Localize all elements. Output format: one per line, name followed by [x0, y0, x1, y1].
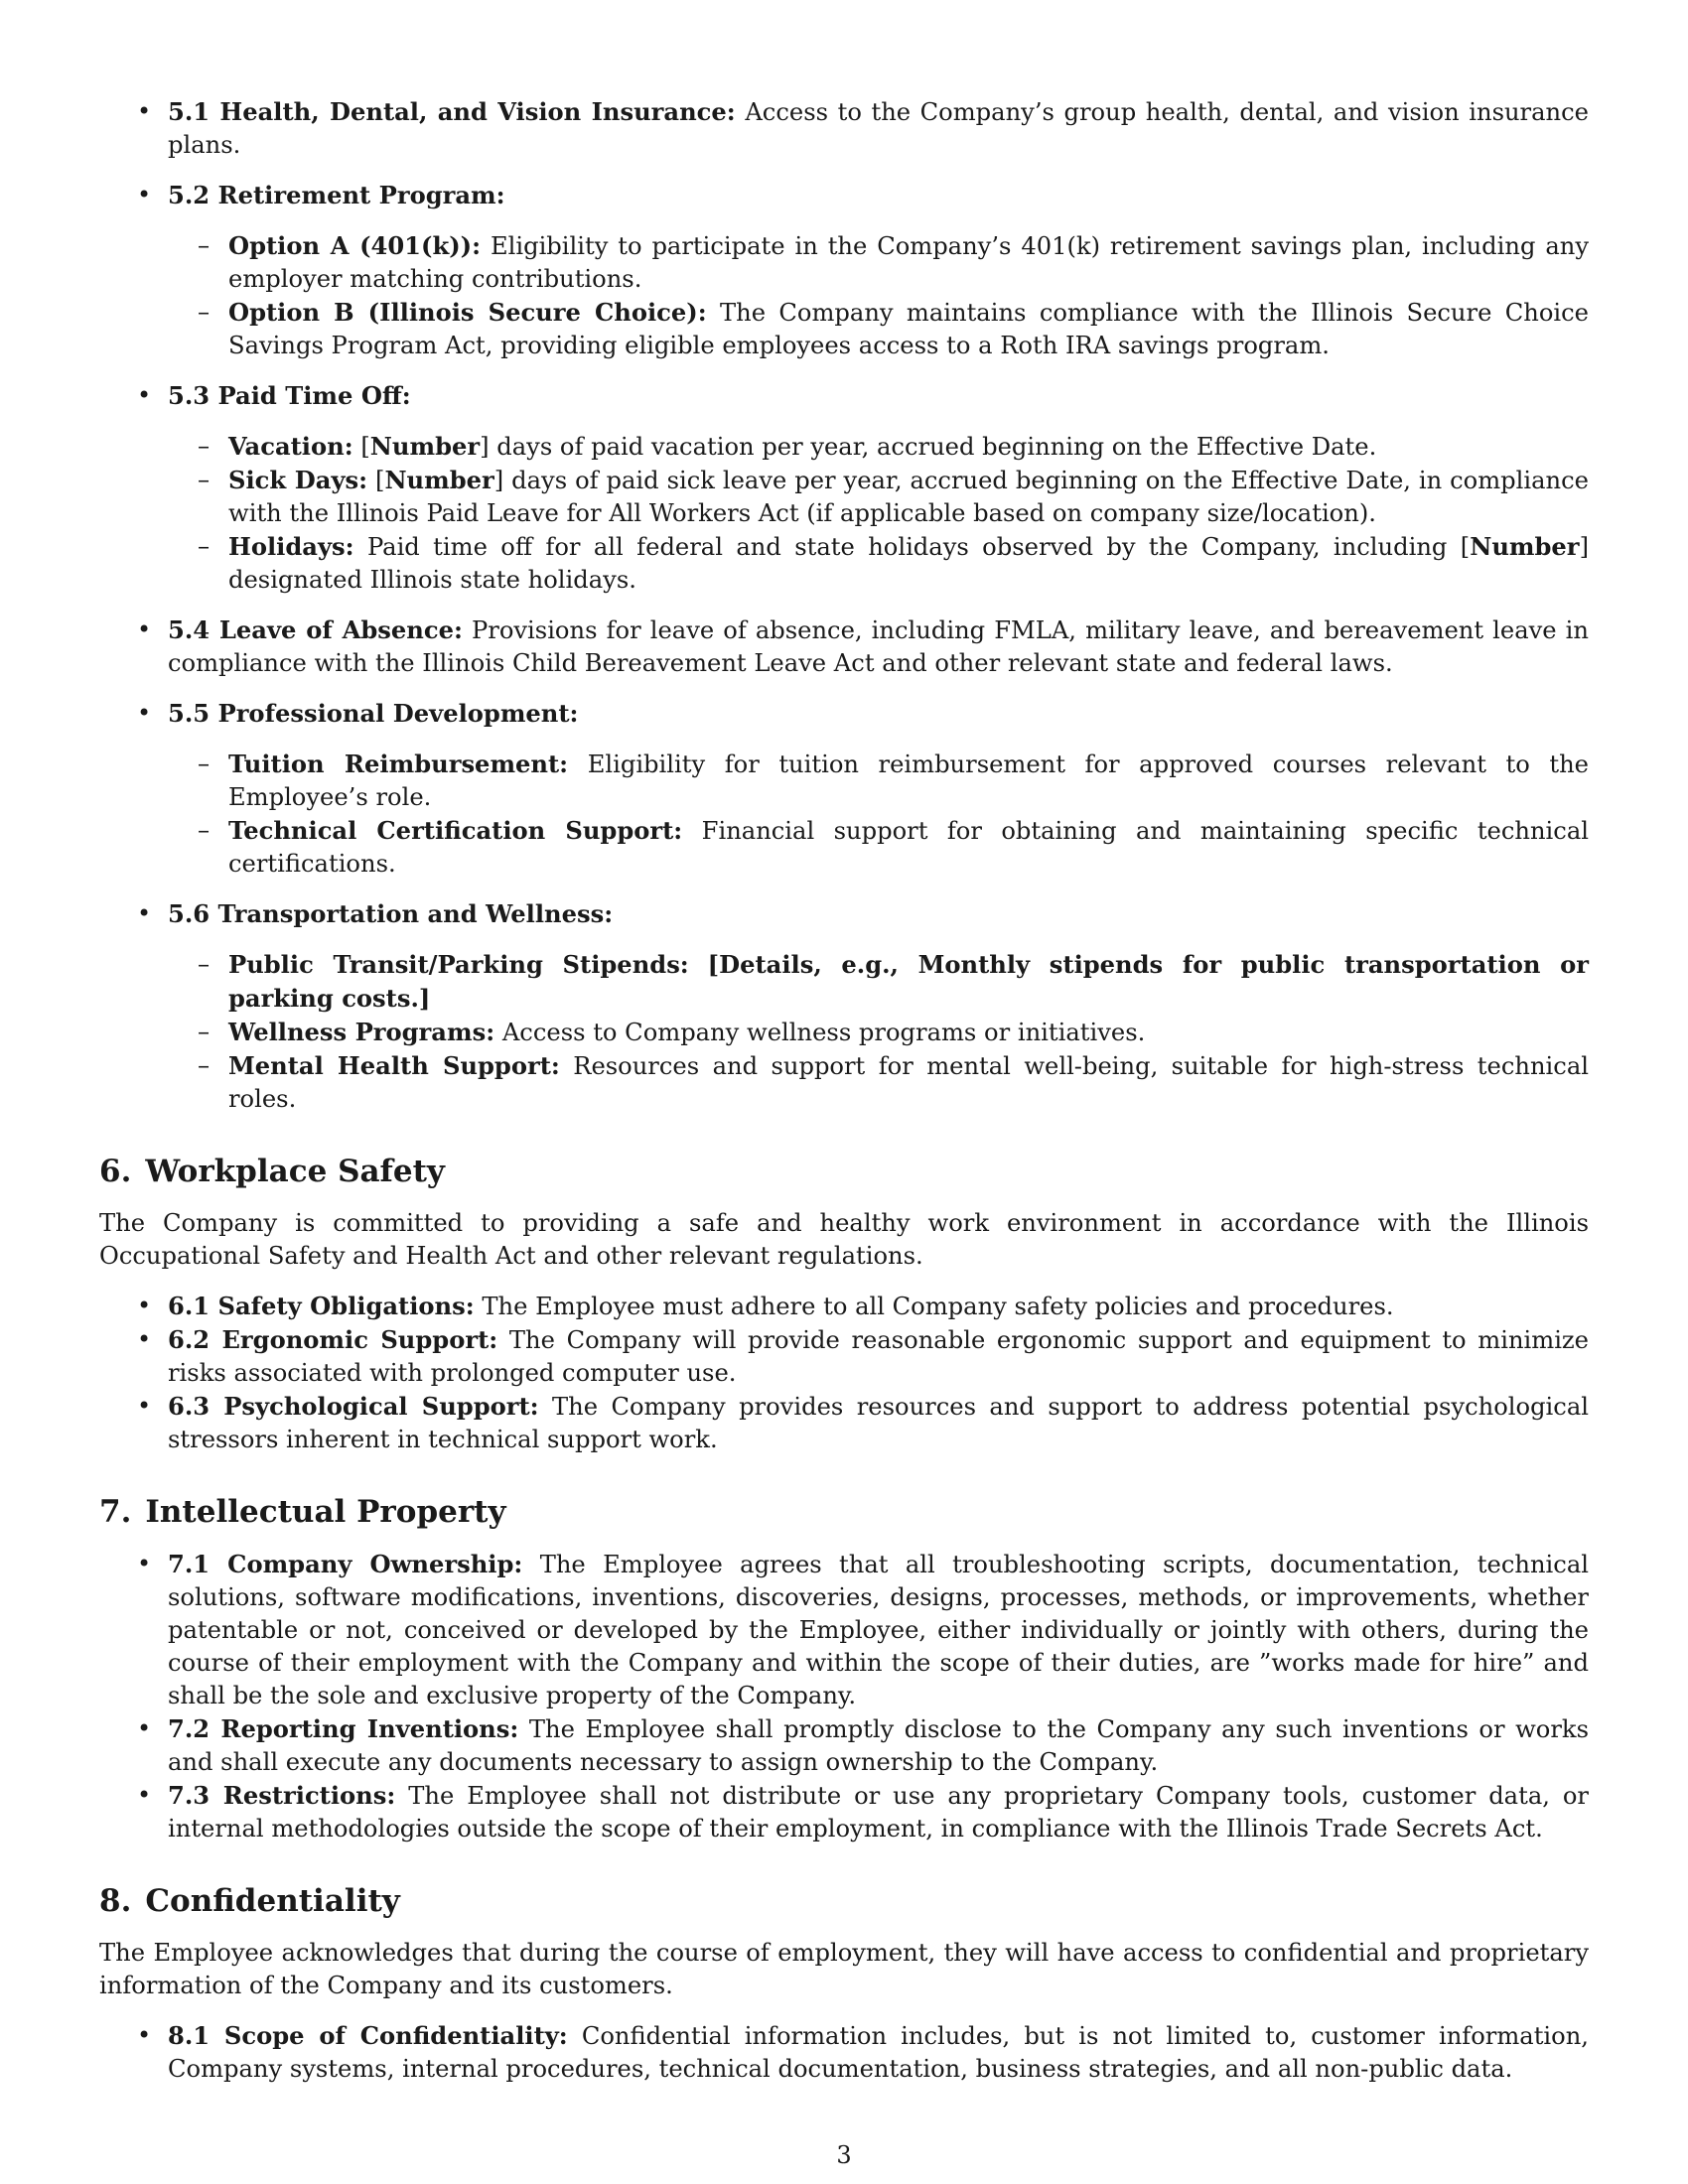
sub-item-text: [	[360, 433, 370, 461]
sub-list	[168, 430, 1589, 597]
list-item	[99, 614, 1589, 680]
item-label: 5.1 Health, Dental, and Vision Insurance:	[168, 97, 736, 126]
list-item	[99, 379, 1589, 597]
sub-item-label: Sick Days:	[228, 466, 368, 494]
item-label: 7.1 Company Ownership:	[168, 1550, 523, 1578]
section-title: Confidentiality	[145, 1883, 400, 1919]
sub-item-label: Public Transit/Parking Stipends:	[228, 950, 689, 979]
list-item	[99, 1779, 1589, 1845]
placeholder-number: Number	[1470, 532, 1580, 561]
section-title: Workplace Safety	[145, 1154, 445, 1189]
sub-item-text: Paid time off for all federal and state holidays observed by the Company, including [	[366, 533, 1471, 561]
list-item	[99, 1290, 1589, 1323]
section-number: 6.	[99, 1154, 132, 1189]
item-text: Confidential information includes, but is not limited to, customer information, Company systems, internal procedures, technical documentation, business strategies, and all non-public data.	[168, 2022, 1589, 2083]
section-intro: The Company is committed to providing a safe and healthy work environment in accordance with the Illinois Occupational Safety and Health Act and other relevant regulations.	[99, 1209, 1589, 1270]
sub-list	[168, 748, 1589, 881]
item-label: 6.2 Ergonomic Support:	[168, 1325, 498, 1354]
item-label: 7.2 Reporting Inventions:	[168, 1714, 519, 1743]
sub-list-item	[99, 296, 1589, 362]
sub-item-text: Financial support for obtaining and maintaining specific technical certifications.	[228, 817, 1589, 878]
item-label: 8.1 Scope of Confidentiality:	[168, 2021, 568, 2050]
item-text: The Company provides resources and support to address potential psychological stressors inherent in technical support work.	[168, 1393, 1589, 1453]
item-label: 5.3 Paid Time Off:	[168, 381, 411, 410]
sub-item-label: Mental Health Support:	[228, 1051, 560, 1080]
sub-list-item	[99, 464, 1589, 530]
sub-item-label: Tuition Reimbursement:	[228, 750, 569, 778]
item-label: 5.2 Retirement Program:	[168, 181, 505, 209]
sub-item-label: Technical Certification Support:	[228, 816, 683, 845]
sub-item-text: ] days of paid vacation per year, accrued beginning on the Effective Date.	[480, 433, 1377, 461]
placeholder-number: Number	[369, 432, 481, 461]
item-label: 6.3 Psychological Support:	[168, 1392, 539, 1421]
item-text: Provisions for leave of absence, including FMLA, military leave, and bereavement leave in compliance with the Illinois Child Bereavement Leave Act and other relevant state and federal laws.	[168, 616, 1589, 677]
section-number: 8.	[99, 1883, 132, 1919]
sub-list-item	[99, 430, 1589, 464]
list-item	[99, 1712, 1589, 1779]
sub-item-text: Access to Company wellness programs or initiatives.	[501, 1019, 1146, 1046]
section-heading	[99, 1883, 1589, 1919]
placeholder-number: Number	[384, 466, 494, 494]
document-page	[99, 95, 1589, 2086]
sub-item-text: ] days of paid sick leave per year, accrued beginning on the Effective Date, in compliance with the Illinois Paid Leave for All Workers Act (if applicable based on company size/location).	[228, 467, 1589, 527]
item-label: 5.4 Leave of Absence:	[168, 615, 463, 644]
list-item	[99, 179, 1589, 362]
list-item	[99, 2019, 1589, 2086]
sub-list-item	[99, 1016, 1589, 1049]
sub-item-text: [	[375, 467, 385, 494]
section-title: Intellectual Property	[145, 1494, 506, 1530]
item-text: The Employee shall not distribute or use any proprietary Company tools, customer data, or internal methodologies outside the scope of their employment, in compliance with the Illinois Trade Secrets Act.	[168, 1782, 1589, 1843]
sub-list	[168, 948, 1589, 1116]
list-item	[99, 95, 1589, 162]
sub-item-text: ] designated Illinois state holidays.	[228, 533, 1589, 594]
list-item	[99, 697, 1589, 881]
sub-item-text: The Company maintains compliance with the Illinois Secure Choice Savings Program Act, providing eligible employees access to a Roth IRA savings program.	[228, 299, 1589, 359]
list-item	[99, 1548, 1589, 1712]
sub-item-label: Option A (401(k)):	[228, 231, 482, 260]
item-label: 5.6 Transportation and Wellness:	[168, 899, 614, 928]
sub-item-label: Holidays:	[228, 532, 354, 561]
sub-list-item	[99, 748, 1589, 814]
item-text: The Company will provide reasonable ergonomic support and equipment to minimize risks associated with prolonged computer use.	[168, 1326, 1589, 1387]
section-intro: The Employee acknowledges that during the course of employment, they will have access to confidential and proprietary information of the Company and its customers.	[99, 1939, 1589, 1999]
sub-item-label: Vacation:	[228, 432, 353, 461]
item-label: 7.3 Restrictions:	[168, 1781, 396, 1810]
section-heading	[99, 1494, 1589, 1530]
list-item	[99, 1390, 1589, 1456]
sub-list-item	[99, 814, 1589, 881]
sub-item-label: Wellness Programs:	[228, 1018, 495, 1046]
list-item	[99, 1323, 1589, 1390]
sub-item-text: Resources and support for mental well-being, suitable for high-stress technical roles.	[228, 1052, 1589, 1113]
item-label: 5.5 Professional Development:	[168, 699, 579, 728]
sub-list-item	[99, 229, 1589, 296]
sub-list-item	[99, 530, 1589, 597]
item-text: Access to the Company’s group health, dental, and vision insurance plans.	[168, 98, 1589, 159]
sub-list-item	[99, 948, 1589, 1016]
section-number: 7.	[99, 1494, 132, 1530]
item-text: The Employee shall promptly disclose to the Company any such inventions or works and shall execute any documents necessary to assign ownership to the Company.	[168, 1715, 1589, 1776]
sub-item-text: Eligibility to participate in the Company’s 401(k) retirement savings plan, including any employer matching contributions.	[228, 232, 1590, 293]
item-text: The Employee agrees that all troubleshooting scripts, documentation, technical solutions, software modifications, inventions, discoveries, designs, processes, methods, or improvements, whether patentable or not, conceived or developed by the Employee, either individually or jointly with others, during the course of their employment with the Company and within the scope of their duties, are ”works made for hire” and shall be the sole and exclusive property of the Company.	[168, 1551, 1589, 1709]
item-text: The Employee must adhere to all Company safety policies and procedures.	[482, 1293, 1394, 1320]
sub-list-item	[99, 1049, 1589, 1116]
section-heading	[99, 1154, 1589, 1189]
page-number: 3	[836, 2141, 852, 2169]
sub-item-label: Option B (Illinois Secure Choice):	[228, 298, 707, 327]
item-label: 6.1 Safety Obligations:	[168, 1292, 475, 1320]
sub-item-text: Eligibility for tuition reimbursement for approved courses relevant to the Employee’s role.	[228, 751, 1589, 811]
sub-list	[168, 229, 1589, 362]
sub-item-text: [Details, e.g., Monthly stipends for public transportation or parking costs.]	[228, 950, 1589, 1013]
list-item	[99, 897, 1589, 1116]
